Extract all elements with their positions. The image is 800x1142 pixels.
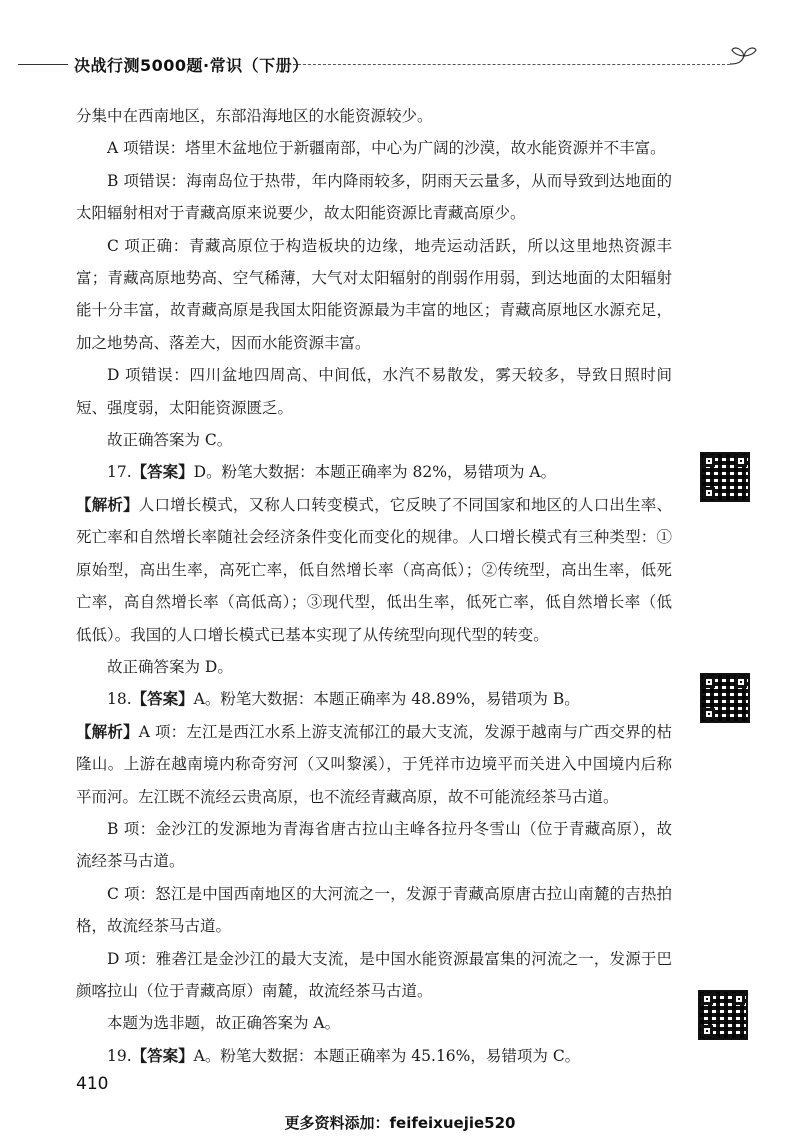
page-header <box>0 40 800 80</box>
header-rule-right <box>278 64 730 65</box>
answer-label: 【答案】 <box>131 1046 194 1065</box>
answer-line-17: 17.【答案】D。粉笔大数据：本题正确率为 82%，易错项为 A。 <box>107 463 557 482</box>
analysis-label: 【解析】 <box>76 495 139 514</box>
text-paragraph: A 项错误：塔里木盆地位于新疆南部，中心为广阔的沙漠，故水能资源并不丰富。 <box>107 139 666 158</box>
analysis-paragraph: 【解析】A 项：左江是西江水系上游支流郁江的最大支流，发源于越南与广西交界的枯隆山。上游在越南境内称奇穷河（又叫黎溪），于凭祥市边境平而关进入中国境内后称平而河。左江既不流经云贵高原，也不流经青藏高原，故不可能流经茶马古道。 <box>76 722 672 806</box>
footer-note: 更多资料添加：feifeixuejie520 <box>284 1114 516 1132</box>
text-paragraph: B 项：金沙江的发源地为青海省唐古拉山主峰各拉丹冬雪山（位于青藏高原），故流经茶马古道。 <box>76 819 672 871</box>
text-paragraph: D 项错误：四川盆地四周高、中间低，水汽不易散发，雾天较多，导致日照时间短、强度弱，太阳能资源匮乏。 <box>76 366 672 417</box>
qr-code-icon[interactable] <box>700 452 750 502</box>
analysis-paragraph: 【解析】人口增长模式，又称人口转变模式，它反映了不同国家和地区的人口出生率、死亡率和自然增长率随社会经济条件变化而变化的规律。人口增长模式有三种类型：①原始型，高出生率，高死亡率，低自然增长率（高高低）；②传统型，高出生率，低死亡率，高自然增长率（高低高）；③现代型，低出生率，低死亡率，低自然增长率（低低低）。我国的人口增长模式已基本实现了从传统型向现代型的转变。 <box>76 495 672 644</box>
page-content <box>76 100 672 1072</box>
text-paragraph: 分集中在西南地区，东部沿海地区的水能资源较少。 <box>76 107 433 125</box>
question-number: 18. <box>107 690 132 709</box>
question-number: 17. <box>107 463 132 482</box>
book-title: 决战行测5000题·常识（下册） <box>74 56 309 75</box>
text-paragraph: 故正确答案为 D。 <box>107 657 233 676</box>
sprout-icon <box>726 42 762 74</box>
question-number: 19. <box>107 1046 132 1065</box>
text-paragraph: 本题为选非题，故正确答案为 A。 <box>107 1014 341 1033</box>
answer-line-19: 19.【答案】A。粉笔大数据：本题正确率为 45.16%，易错项为 C。 <box>107 1046 581 1065</box>
text-paragraph: D 项：雅砻江是金沙江的最大支流，是中国水能资源最富集的河流之一，发源于巴颜喀拉山（位于青藏高原）南麓，故流经茶马古道。 <box>76 949 672 1000</box>
text-paragraph: 故正确答案为 C。 <box>107 431 233 450</box>
qr-code-icon[interactable] <box>698 990 748 1040</box>
analysis-label: 【解析】 <box>76 722 139 741</box>
text-paragraph: C 项正确：青藏高原位于构造板块的边缘，地壳运动活跃，所以这里地热资源丰富；青藏高原地势高、空气稀薄，大气对太阳辐射的削弱作用弱，到达地面的太阳辐射能十分丰富，故青藏高原是我国太阳能资源最为丰富的地区；青藏高原地区水源充足，加之地势高、落差大，因而水能资源丰富。 <box>76 236 672 352</box>
answer-label: 【答案】 <box>131 690 194 709</box>
text-paragraph: C 项：怒江是中国西南地区的大河流之一，发源于青藏高原唐古拉山南麓的吉热拍格，故流经茶马古道。 <box>76 884 672 936</box>
qr-code-icon[interactable] <box>700 673 750 723</box>
text-paragraph: B 项错误：海南岛位于热带，年内降雨较多，阴雨天云量多，从而导致到达地面的太阳辐射相对于青藏高原来说要少，故太阳能资源比青藏高原少。 <box>76 171 672 223</box>
page-number: 410 <box>76 1074 109 1094</box>
header-rule-left <box>18 64 68 65</box>
answer-label: 【答案】 <box>131 463 194 482</box>
answer-line-18: 18.【答案】A。粉笔大数据：本题正确率为 48.89%，易错项为 B。 <box>107 690 580 709</box>
